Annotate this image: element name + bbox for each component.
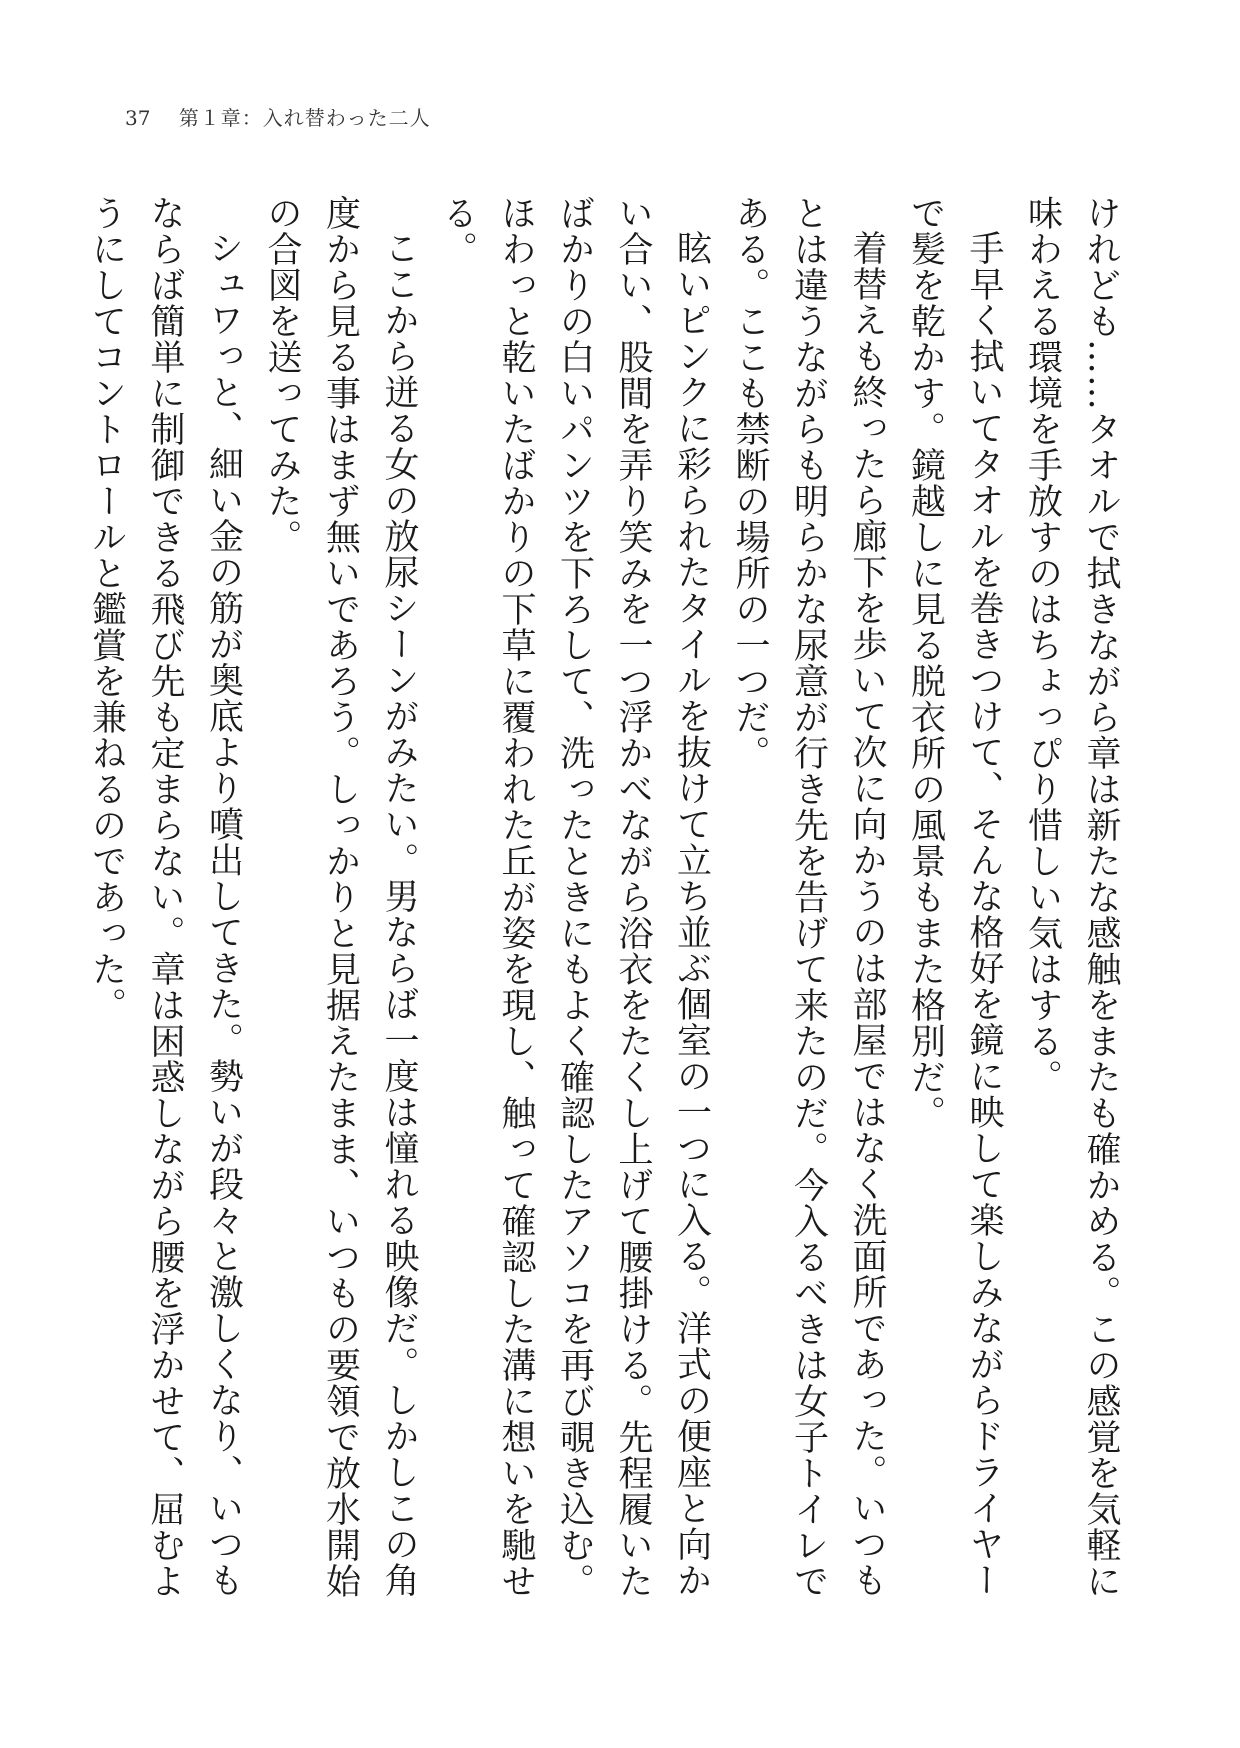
paragraph: 着替えも終ったら廊下を歩いて次に向かうのは部屋ではなく洗面所であった。いつもとは違うながらも明らかな尿意が行き先を告げて来たのだ。今入るべきは女子トイレである。ここも禁断の場所の一つだ。 bbox=[730, 195, 887, 1599]
paragraph: ここから迸る女の放尿シーンがみたい。男ならば一度は憧れる映像だ。しかしこの角度から見る事はまず無いであろう。しっかりと見据えたまま、いつもの要領で放水開始の合図を送ってみた。 bbox=[262, 195, 419, 1599]
page-number: 37 bbox=[125, 106, 151, 130]
chapter-title: 第１章：入れ替わった二人 bbox=[178, 106, 431, 130]
paragraph: 手早く拭いてタオルを巻きつけて、そんな格好を鏡に映して楽しみながらドライヤーで髪を乾かす。鏡越しに見る脱衣所の風景もまた格別だ。 bbox=[905, 195, 1004, 1598]
paragraph: 眩いピンクに彩られたタイルを抜けて立ち並ぶ個室の一つに入る。洋式の便座と向かい合い、股間を弄り笑みを一つ浮かべながら浴衣をたくし上げて腰掛ける。先程履いたばかりの白いパンツを下ろして、洗ったときにもよく確認したアソコを再び覗き込む。ほわっと乾いたばかりの下草に覆われた丘が姿を現し、触って確認した溝に想いを馳せる。 bbox=[437, 195, 712, 1599]
body-text bbox=[86, 195, 1130, 1615]
paragraph: シュワっと、細い金の筋が奥底より噴出してきた。勢いが段々と激しくなり、いつもならば簡単に制御できる飛び先も定まらない。章は困惑しながら腰を浮かせて、屈むようにしてコントロールと鑑賞を兼ねるのであった。 bbox=[86, 195, 244, 1599]
running-header bbox=[125, 106, 431, 130]
paragraph: けれども……タオルで拭きながら章は新たな感触をまたも確かめる。この感覚を気軽に味わえる環境を手放すのはちょっぴり惜しい気はする。 bbox=[1022, 195, 1121, 1599]
